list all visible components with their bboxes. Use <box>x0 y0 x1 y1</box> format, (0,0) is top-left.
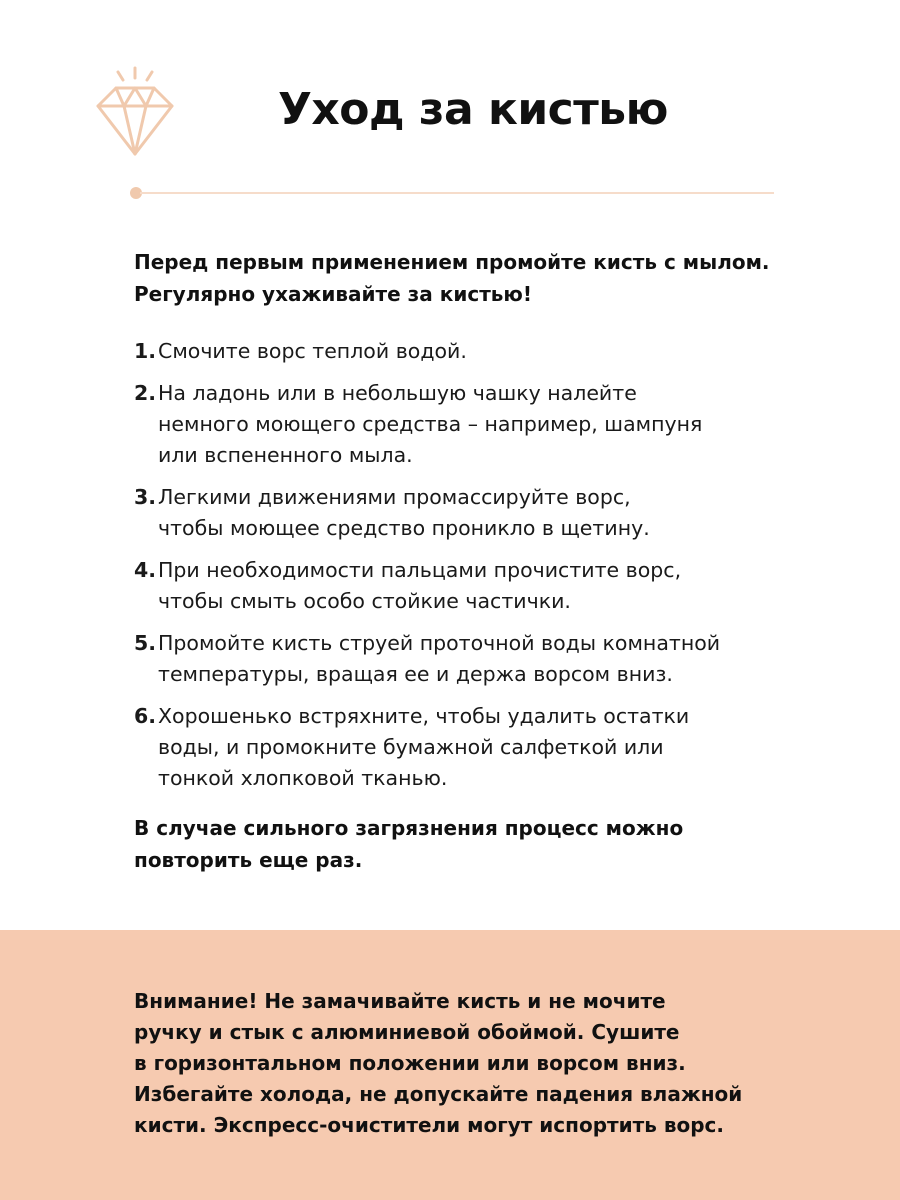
step-item <box>134 378 814 471</box>
intro-text <box>134 246 814 310</box>
repeat-line: повторить еще раз. <box>134 848 363 872</box>
step-item <box>134 701 814 794</box>
steps-list <box>134 336 814 805</box>
warning-line: ручку и стык с алюминиевой обоймой. Сушите <box>134 1020 680 1044</box>
repeat-note <box>134 812 814 876</box>
step-text <box>158 336 814 367</box>
step-line: Хорошенько встряхните, чтобы удалить остатки <box>158 704 690 728</box>
step-number: 2. <box>134 381 157 405</box>
warning-line: Избегайте холода, не допускайте падения влажной <box>134 1082 743 1106</box>
warning-line: кисти. Экспресс-очистители могут испортить ворс. <box>134 1113 724 1137</box>
step-line: Промойте кисть струей проточной воды комнатной <box>158 631 721 655</box>
step-line: немного моющего средства – например, шампуня <box>158 412 703 436</box>
step-line: Легкими движениями промассируйте ворс, <box>158 485 631 509</box>
step-line: или вспененного мыла. <box>158 443 413 467</box>
step-line: тонкой хлопковой тканью. <box>158 766 448 790</box>
step-line: На ладонь или в небольшую чашку налейте <box>158 381 637 405</box>
step-text <box>158 482 814 544</box>
step-number: 1. <box>134 339 157 363</box>
step-line: воды, и промокните бумажной салфеткой или <box>158 735 664 759</box>
step-number: 4. <box>134 558 157 582</box>
intro-line: Регулярно ухаживайте за кистью! <box>134 282 532 306</box>
step-text <box>158 378 814 471</box>
divider <box>134 192 774 194</box>
warning-text <box>134 986 814 1141</box>
step-item <box>134 336 814 367</box>
step-text <box>158 628 814 690</box>
warning-line: Внимание! Не замачивайте кисть и не мочите <box>134 989 666 1013</box>
step-text <box>158 555 814 617</box>
step-number: 6. <box>134 704 157 728</box>
intro-line: Перед первым применением промойте кисть с мылом. <box>134 250 770 274</box>
step-line: чтобы моющее средство проникло в щетину. <box>158 516 650 540</box>
warning-panel <box>0 930 900 1200</box>
step-item <box>134 482 814 544</box>
repeat-line: В случае сильного загрязнения процесс можно <box>134 816 684 840</box>
warning-line: в горизонтальном положении или ворсом вниз. <box>134 1051 686 1075</box>
divider-line <box>140 192 774 194</box>
diamond-icon <box>94 66 176 158</box>
page-title: Уход за кистью <box>278 84 668 135</box>
step-item <box>134 628 814 690</box>
step-line: При необходимости пальцами прочистите ворс, <box>158 558 682 582</box>
step-text <box>158 701 814 794</box>
step-number: 5. <box>134 631 157 655</box>
step-line: чтобы смыть особо стойкие частички. <box>158 589 571 613</box>
step-item <box>134 555 814 617</box>
step-number: 3. <box>134 485 157 509</box>
step-line: температуры, вращая ее и держа ворсом вниз. <box>158 662 673 686</box>
step-line: Смочите ворс теплой водой. <box>158 339 467 363</box>
